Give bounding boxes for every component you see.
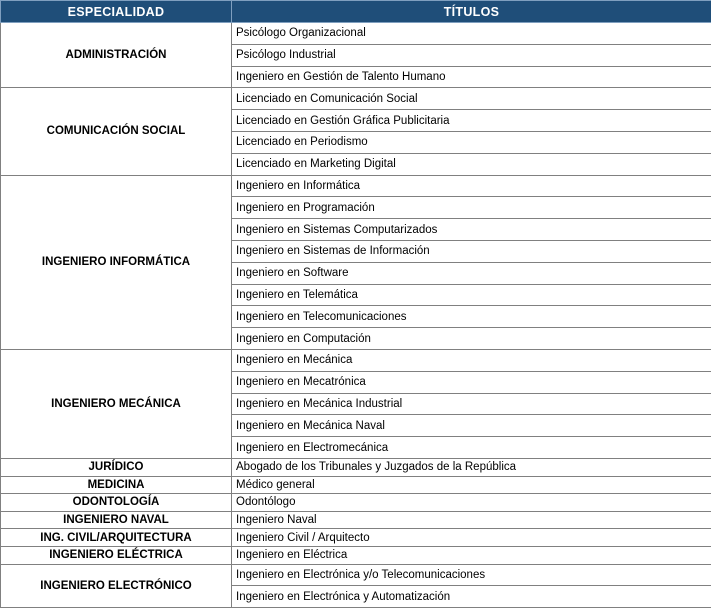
header-titulos: TÍTULOS (232, 1, 711, 23)
titulo-cell: Ingeniero en Mecánica Industrial (232, 393, 711, 415)
titulo-cell: Ingeniero en Electrónica y Automatización (232, 586, 711, 608)
header-row (1, 1, 711, 23)
titulo-cell: Ingeniero en Sistemas Computarizados (232, 219, 711, 241)
especialidad-cell: INGENIERO ELECTRÓNICO (1, 564, 232, 608)
titulo-cell: Médico general (232, 476, 711, 494)
titulo-cell: Ingeniero en Mecánica (232, 349, 711, 371)
titulo-cell: Ingeniero en Eléctrica (232, 546, 711, 564)
especialidad-cell: ING. CIVIL/ARQUITECTURA (1, 529, 232, 547)
table-row (1, 476, 711, 494)
titulo-cell: Ingeniero en Electrónica y/o Telecomunicaciones (232, 564, 711, 586)
titulo-cell: Licenciado en Comunicación Social (232, 88, 711, 110)
titulo-cell: Licenciado en Marketing Digital (232, 153, 711, 175)
titulo-cell: Ingeniero en Informática (232, 175, 711, 197)
header-especialidad: ESPECIALIDAD (1, 1, 232, 23)
especialidad-cell: INGENIERO MECÁNICA (1, 349, 232, 458)
titulo-cell: Psicólogo Industrial (232, 44, 711, 66)
table-row (1, 349, 711, 371)
titulo-cell: Licenciado en Periodismo (232, 131, 711, 153)
table-row (1, 23, 711, 45)
especialidad-cell: ADMINISTRACIÓN (1, 23, 232, 88)
titulo-cell: Ingeniero en Telemática (232, 284, 711, 306)
especialidad-cell: INGENIERO NAVAL (1, 511, 232, 529)
titulo-cell: Ingeniero en Sistemas de Información (232, 240, 711, 262)
table-row (1, 564, 711, 586)
table-row (1, 511, 711, 529)
table-body (1, 23, 711, 608)
table-row (1, 458, 711, 476)
table-row (1, 175, 711, 197)
table-row (1, 88, 711, 110)
titulo-cell: Licenciado en Gestión Gráfica Publicitaria (232, 110, 711, 132)
titulo-cell: Ingeniero en Telecomunicaciones (232, 306, 711, 328)
especialidad-cell: JURÍDICO (1, 458, 232, 476)
titulo-cell: Odontólogo (232, 494, 711, 512)
especialidad-cell: ODONTOLOGÍA (1, 494, 232, 512)
titulo-cell: Ingeniero Naval (232, 511, 711, 529)
titulo-cell: Psicólogo Organizacional (232, 23, 711, 45)
table-row (1, 529, 711, 547)
especialidad-cell: MEDICINA (1, 476, 232, 494)
titulo-cell: Abogado de los Tribunales y Juzgados de la República (232, 458, 711, 476)
table-row (1, 494, 711, 512)
titulo-cell: Ingeniero Civil / Arquitecto (232, 529, 711, 547)
titulo-cell: Ingeniero en Mecatrónica (232, 371, 711, 393)
especialidad-cell: COMUNICACIÓN SOCIAL (1, 88, 232, 175)
titulo-cell: Ingeniero en Mecánica Naval (232, 415, 711, 437)
titulo-cell: Ingeniero en Software (232, 262, 711, 284)
titulo-cell: Ingeniero en Computación (232, 328, 711, 350)
titulo-cell: Ingeniero en Gestión de Talento Humano (232, 66, 711, 88)
especialidad-cell: INGENIERO ELÉCTRICA (1, 546, 232, 564)
especialidad-cell: INGENIERO INFORMÁTICA (1, 175, 232, 349)
table-row (1, 546, 711, 564)
titulo-cell: Ingeniero en Programación (232, 197, 711, 219)
titulo-cell: Ingeniero en Electromecánica (232, 437, 711, 459)
